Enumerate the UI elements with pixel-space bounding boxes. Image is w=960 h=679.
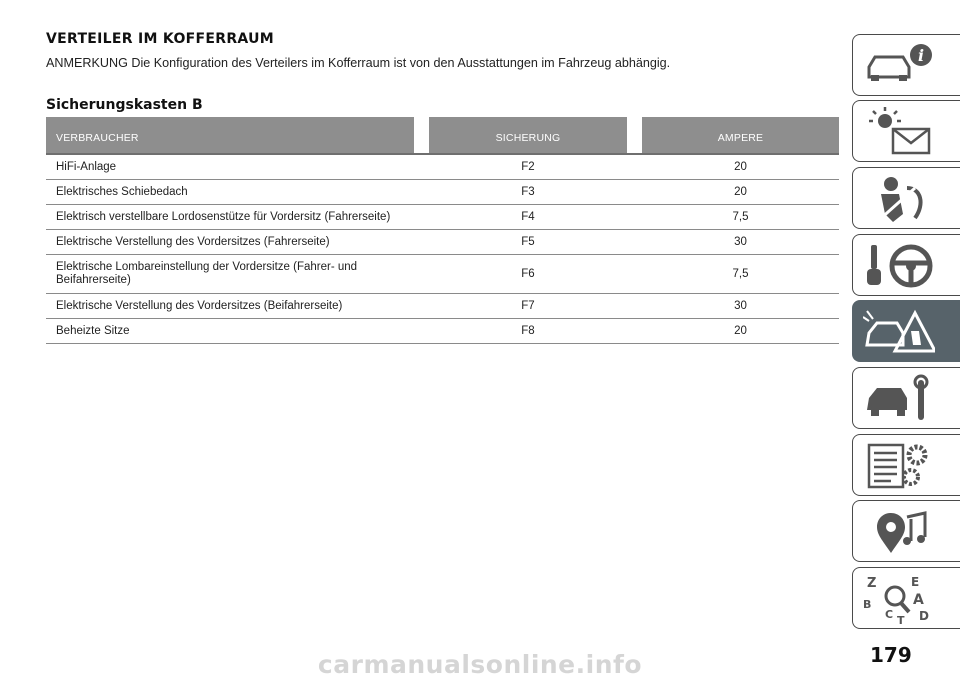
svg-text:i: i (917, 46, 925, 65)
consumer-cell: Elektrisch verstellbare Lordosenstütze für Vordersitz (Fahrerseite) (46, 205, 414, 230)
fuse-cell: F5 (429, 230, 627, 255)
fuse-cell: F4 (429, 205, 627, 230)
consumer-cell: Elektrisches Schiebedach (46, 180, 414, 205)
index-letter: C (885, 608, 894, 621)
alphabetical-index-icon (863, 574, 935, 624)
tab-emergency[interactable] (852, 300, 960, 362)
fuse-box-title: Sicherungskasten B (46, 97, 203, 113)
index-letter: D (919, 609, 929, 623)
consumer-cell: HiFi-Anlage (46, 154, 414, 180)
fuse-cell: F8 (429, 319, 627, 344)
ampere-cell: 20 (642, 154, 839, 180)
ampere-cell: 7,5 (642, 205, 839, 230)
index-letter: E (911, 575, 920, 589)
fuse-cell: F3 (429, 180, 627, 205)
column-header-ampere: AMPERE (642, 117, 839, 154)
ampere-cell: 7,5 (642, 255, 839, 294)
tab-maintenance[interactable] (852, 367, 960, 429)
index-letter: T (897, 614, 905, 624)
table-header-row (46, 117, 839, 154)
tab-warning-lights[interactable] (852, 100, 960, 162)
car-service-icon (863, 374, 935, 424)
consumer-cell: Elektrische Lombareinstellung der Vordersitze (Fahrer- und Beifahrerseite) (46, 255, 414, 294)
multimedia-icon (863, 507, 935, 557)
index-letter: Z (867, 576, 877, 591)
configuration-note: ANMERKUNG Die Konfiguration des Verteilers im Kofferraum ist von den Ausstattungen im Fahrzeug abhängig. (46, 56, 671, 70)
tab-starting-driving[interactable] (852, 234, 960, 296)
index-letter: A (913, 592, 924, 608)
consumer-cell: Elektrische Verstellung des Vordersitzes (Fahrerseite) (46, 230, 414, 255)
table-row (46, 205, 839, 230)
tab-technical-data[interactable] (852, 434, 960, 496)
ampere-cell: 30 (642, 230, 839, 255)
car-breakdown-warning-icon (863, 307, 935, 357)
ampere-cell: 20 (642, 319, 839, 344)
table-row (46, 154, 839, 180)
tab-car-info[interactable] (852, 34, 960, 96)
consumer-cell: Beheizte Sitze (46, 319, 414, 344)
table-row (46, 230, 839, 255)
tab-safety[interactable] (852, 167, 960, 229)
table-row (46, 294, 839, 319)
page-number: 179 (870, 643, 912, 667)
fuse-cell: F6 (429, 255, 627, 294)
specifications-icon (863, 441, 935, 491)
warning-lights-icon (863, 107, 935, 157)
tab-index[interactable] (852, 567, 960, 629)
fuse-table (46, 117, 839, 344)
watermark: carmanualsonline.info (317, 650, 643, 679)
ampere-cell: 30 (642, 294, 839, 319)
key-steering-wheel-icon (863, 241, 935, 291)
table-row (46, 319, 839, 344)
index-letter: B (863, 598, 872, 611)
column-header-fuse: SICHERUNG (429, 117, 627, 154)
airbag-seat-icon (863, 174, 935, 224)
tab-multimedia[interactable] (852, 500, 960, 562)
fuse-cell: F7 (429, 294, 627, 319)
table-row (46, 255, 839, 294)
section-heading: VERTEILER IM KOFFERRAUM (46, 31, 275, 47)
column-header-consumer: VERBRAUCHER (46, 117, 414, 154)
consumer-cell: Elektrische Verstellung des Vordersitzes (Beifahrerseite) (46, 294, 414, 319)
fuse-cell: F2 (429, 154, 627, 180)
table-row (46, 180, 839, 205)
car-info-icon (863, 41, 935, 91)
ampere-cell: 20 (642, 180, 839, 205)
